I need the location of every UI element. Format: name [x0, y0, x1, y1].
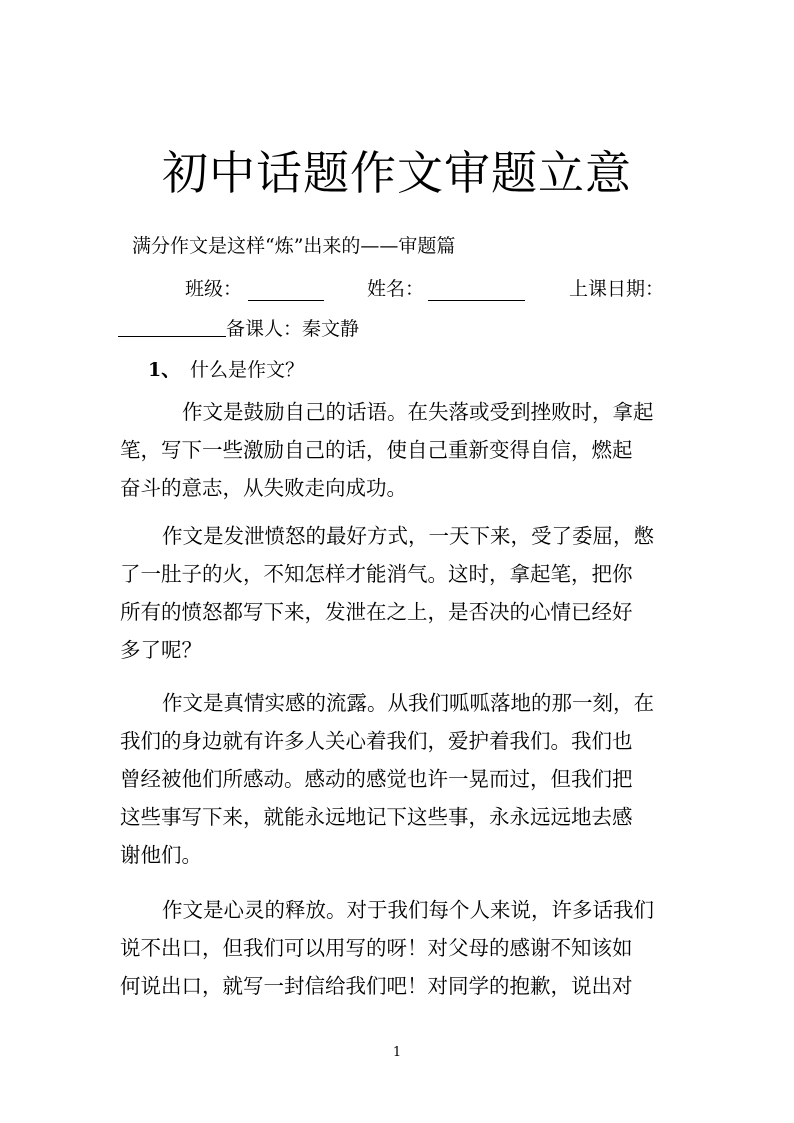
paragraph-line: 笔，写下一些激励自己的话，使自己重新变得自信，燃起 — [120, 438, 633, 462]
page-number: 1 — [392, 1045, 402, 1060]
paragraph-line: 奋斗的意志，从失败走向成功。 — [120, 476, 407, 500]
name-label: 姓名： — [367, 278, 425, 300]
document-title: 初中话题作文审题立意 — [162, 146, 632, 200]
paragraph-line: 谢他们。 — [120, 843, 202, 867]
preparer-label: 备课人：秦文静 — [226, 318, 360, 340]
paragraph-line: 了一肚子的火，不知怎样才能消气。这时，拿起笔，把你 — [120, 562, 633, 586]
paragraph-line: 作文是鼓励自己的话语。在失落或受到挫败时，拿起 — [182, 400, 654, 424]
paragraph-line: 曾经被他们所感动。感动的感觉也许一晃而过，但我们把 — [120, 767, 633, 791]
paragraph-line: 多了呢？ — [120, 638, 202, 662]
paragraph-line: 作文是心灵的释放。对于我们每个人来说，许多话我们 — [162, 898, 654, 922]
document-subtitle: 满分作文是这样“炼”出来的——审题篇 — [132, 235, 456, 257]
date-label: 上课日期： — [569, 278, 665, 300]
paragraph-1 — [120, 393, 676, 507]
paragraph-2 — [120, 517, 676, 669]
paragraph-line: 说不出口，但我们可以用写的呀！对父母的感谢不知该如 — [120, 936, 633, 960]
class-label: 班级： — [185, 278, 243, 300]
paragraph-3 — [120, 684, 676, 874]
section-number: 1、 — [148, 359, 181, 381]
paragraph-line: 作文是真情实感的流露。从我们呱呱落地的那一刻，在 — [162, 691, 654, 715]
paragraph-4 — [120, 891, 676, 1005]
paragraph-line: 我们的身边就有许多人关心着我们，爱护着我们。我们也 — [120, 729, 633, 753]
paragraph-line: 所有的愤怒都写下来，发泄在之上，是否决的心情已经好 — [120, 600, 633, 624]
class-blank-line — [248, 300, 324, 301]
paragraph-line: 何说出口，就写一封信给我们吧！对同学的抱歉，说出对 — [120, 974, 633, 998]
student-info-row — [0, 274, 794, 304]
date-blank-line — [118, 314, 226, 337]
paragraph-line: 这些事写下来，就能永远地记下这些事，永永远远地去感 — [120, 805, 633, 829]
paragraph-line: 作文是发泄愤怒的最好方式，一天下来，受了委屈，憋 — [162, 524, 654, 548]
section-heading — [148, 355, 304, 385]
name-blank-line — [428, 300, 525, 301]
preparer-row — [118, 314, 359, 344]
section-title: 什么是作文？ — [190, 359, 305, 381]
